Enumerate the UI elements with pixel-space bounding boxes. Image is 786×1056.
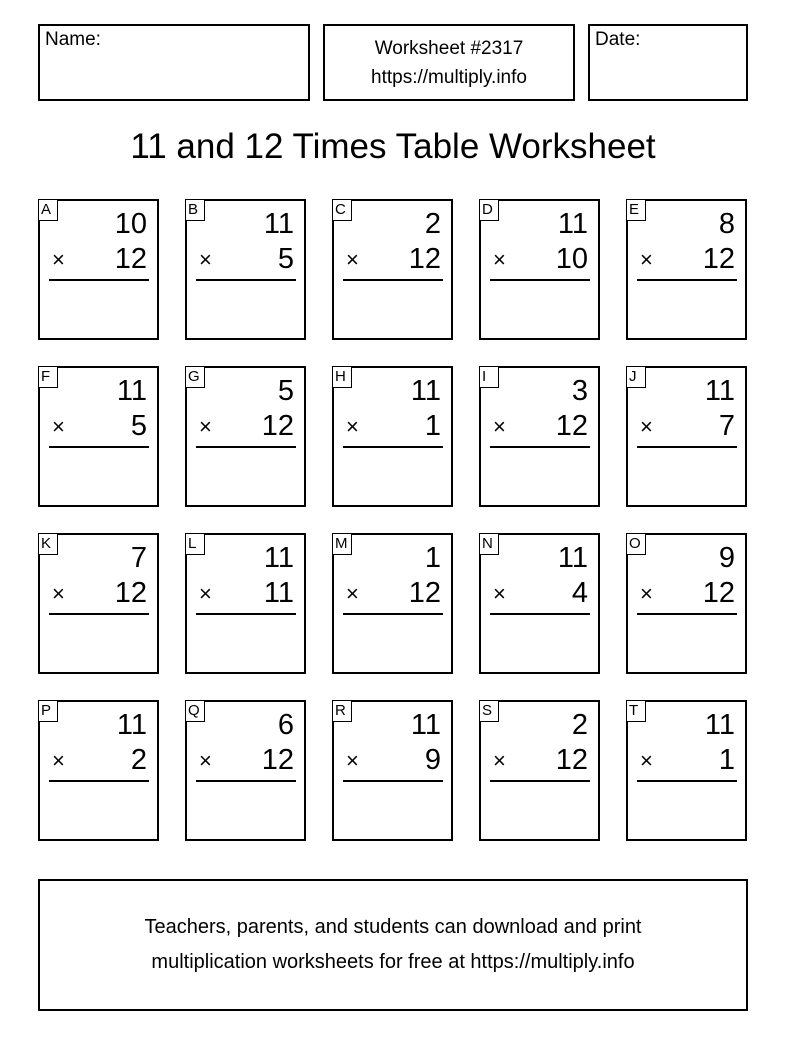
answer-line	[49, 780, 149, 782]
multiplicand: 5	[277, 375, 294, 407]
answer-line	[196, 446, 296, 448]
times-sign: ×	[199, 414, 212, 439]
times-sign: ×	[346, 581, 359, 606]
multiplicand: 9	[718, 542, 735, 574]
times-sign: ×	[346, 247, 359, 272]
problem-card[interactable]	[185, 199, 306, 340]
answer-line	[637, 613, 737, 615]
name-label: Name:	[45, 29, 101, 50]
footer-line-2: multiplication worksheets for free at https://multiply.info	[151, 951, 635, 973]
problem-card[interactable]	[332, 533, 453, 674]
problem-letter: E	[626, 199, 646, 221]
times-sign: ×	[640, 748, 653, 773]
problem-letter: L	[185, 533, 205, 555]
answer-line	[637, 446, 737, 448]
problem-letter: S	[479, 700, 499, 722]
answer-line	[343, 613, 443, 615]
times-sign: ×	[199, 748, 212, 773]
answer-line	[49, 613, 149, 615]
times-sign: ×	[493, 414, 506, 439]
problem-card[interactable]	[38, 533, 159, 674]
multiplier: 11	[263, 577, 294, 609]
multiplicand: 8	[718, 208, 735, 240]
multiplicand: 11	[410, 375, 441, 407]
multiplicand: 11	[263, 208, 294, 240]
answer-line	[343, 279, 443, 281]
problem-card[interactable]	[626, 533, 747, 674]
problem-card[interactable]	[626, 199, 747, 340]
multiplier: 7	[718, 410, 735, 442]
worksheet-number: Worksheet #2317	[374, 37, 524, 59]
times-sign: ×	[346, 748, 359, 773]
multiplier: 12	[114, 577, 147, 609]
answer-line	[490, 279, 590, 281]
multiplier: 12	[555, 410, 588, 442]
problem-card[interactable]	[626, 366, 747, 507]
multiplier: 12	[555, 744, 588, 776]
answer-line	[637, 780, 737, 782]
multiplicand: 11	[263, 542, 294, 574]
multiplier: 12	[261, 744, 294, 776]
multiplier: 12	[408, 577, 441, 609]
problem-letter: I	[479, 366, 499, 388]
multiplicand: 11	[557, 208, 588, 240]
problem-card[interactable]	[38, 199, 159, 340]
problem-card[interactable]	[332, 366, 453, 507]
problem-letter: G	[185, 366, 205, 388]
problem-card[interactable]	[38, 700, 159, 841]
problem-letter: J	[626, 366, 646, 388]
multiplier: 2	[130, 744, 147, 776]
times-sign: ×	[52, 581, 65, 606]
times-sign: ×	[52, 247, 65, 272]
problem-card[interactable]	[479, 366, 600, 507]
times-sign: ×	[640, 414, 653, 439]
times-sign: ×	[640, 581, 653, 606]
multiplicand: 3	[571, 375, 588, 407]
multiplicand: 2	[424, 208, 441, 240]
problem-card[interactable]	[185, 700, 306, 841]
problem-card[interactable]	[185, 533, 306, 674]
multiplicand: 11	[116, 709, 147, 741]
date-label: Date:	[595, 29, 641, 50]
multiplier: 10	[555, 243, 588, 275]
problem-card[interactable]	[479, 533, 600, 674]
problem-card[interactable]	[332, 199, 453, 340]
multiplicand: 11	[557, 542, 588, 574]
problem-card[interactable]	[185, 366, 306, 507]
answer-line	[49, 446, 149, 448]
multiplier: 5	[277, 243, 294, 275]
multiplier: 12	[702, 577, 735, 609]
answer-line	[490, 613, 590, 615]
problem-card[interactable]	[626, 700, 747, 841]
multiplicand: 2	[571, 709, 588, 741]
problem-letter: H	[332, 366, 352, 388]
multiplicand: 11	[704, 375, 735, 407]
multiplier: 1	[718, 744, 735, 776]
multiplier: 12	[408, 243, 441, 275]
problem-letter: N	[479, 533, 499, 555]
answer-line	[196, 613, 296, 615]
problem-letter: D	[479, 199, 499, 221]
multiplier: 5	[130, 410, 147, 442]
problem-letter: Q	[185, 700, 205, 722]
multiplicand: 11	[116, 375, 147, 407]
problem-card[interactable]	[332, 700, 453, 841]
answer-line	[343, 446, 443, 448]
name-box[interactable]	[38, 24, 310, 101]
times-sign: ×	[199, 247, 212, 272]
problem-letter: K	[38, 533, 58, 555]
multiplier: 4	[571, 577, 588, 609]
multiplicand: 11	[704, 709, 735, 741]
answer-line	[196, 279, 296, 281]
problem-card[interactable]	[479, 199, 600, 340]
multiplier: 1	[424, 410, 441, 442]
problem-letter: A	[38, 199, 58, 221]
problem-letter: P	[38, 700, 58, 722]
problem-letter: M	[332, 533, 352, 555]
multiplier: 12	[702, 243, 735, 275]
problem-letter: R	[332, 700, 352, 722]
problem-letter: B	[185, 199, 205, 221]
problem-letter: T	[626, 700, 646, 722]
footer-line-1: Teachers, parents, and students can download and print	[144, 916, 642, 938]
multiplicand: 1	[424, 542, 441, 574]
worksheet-url: https://multiply.info	[371, 66, 527, 88]
times-sign: ×	[199, 581, 212, 606]
answer-line	[196, 780, 296, 782]
multiplicand: 7	[130, 542, 147, 574]
answer-line	[490, 446, 590, 448]
times-sign: ×	[640, 247, 653, 272]
multiplicand: 11	[410, 709, 441, 741]
multiplier: 12	[114, 243, 147, 275]
date-box[interactable]	[588, 24, 748, 101]
problem-letter: O	[626, 533, 646, 555]
times-sign: ×	[346, 414, 359, 439]
problem-card[interactable]	[479, 700, 600, 841]
problem-card[interactable]	[38, 366, 159, 507]
footer-box	[38, 879, 748, 1011]
worksheet-info-box	[323, 24, 575, 101]
times-sign: ×	[52, 414, 65, 439]
answer-line	[490, 780, 590, 782]
multiplier: 9	[424, 744, 441, 776]
times-sign: ×	[493, 748, 506, 773]
answer-line	[49, 279, 149, 281]
page-title: 11 and 12 Times Table Worksheet	[130, 127, 656, 166]
problem-letter: C	[332, 199, 352, 221]
times-sign: ×	[52, 748, 65, 773]
problem-letter: F	[38, 366, 58, 388]
times-sign: ×	[493, 581, 506, 606]
answer-line	[343, 780, 443, 782]
multiplicand: 10	[114, 208, 147, 240]
multiplicand: 6	[277, 709, 294, 741]
answer-line	[637, 279, 737, 281]
times-sign: ×	[493, 247, 506, 272]
multiplier: 12	[261, 410, 294, 442]
